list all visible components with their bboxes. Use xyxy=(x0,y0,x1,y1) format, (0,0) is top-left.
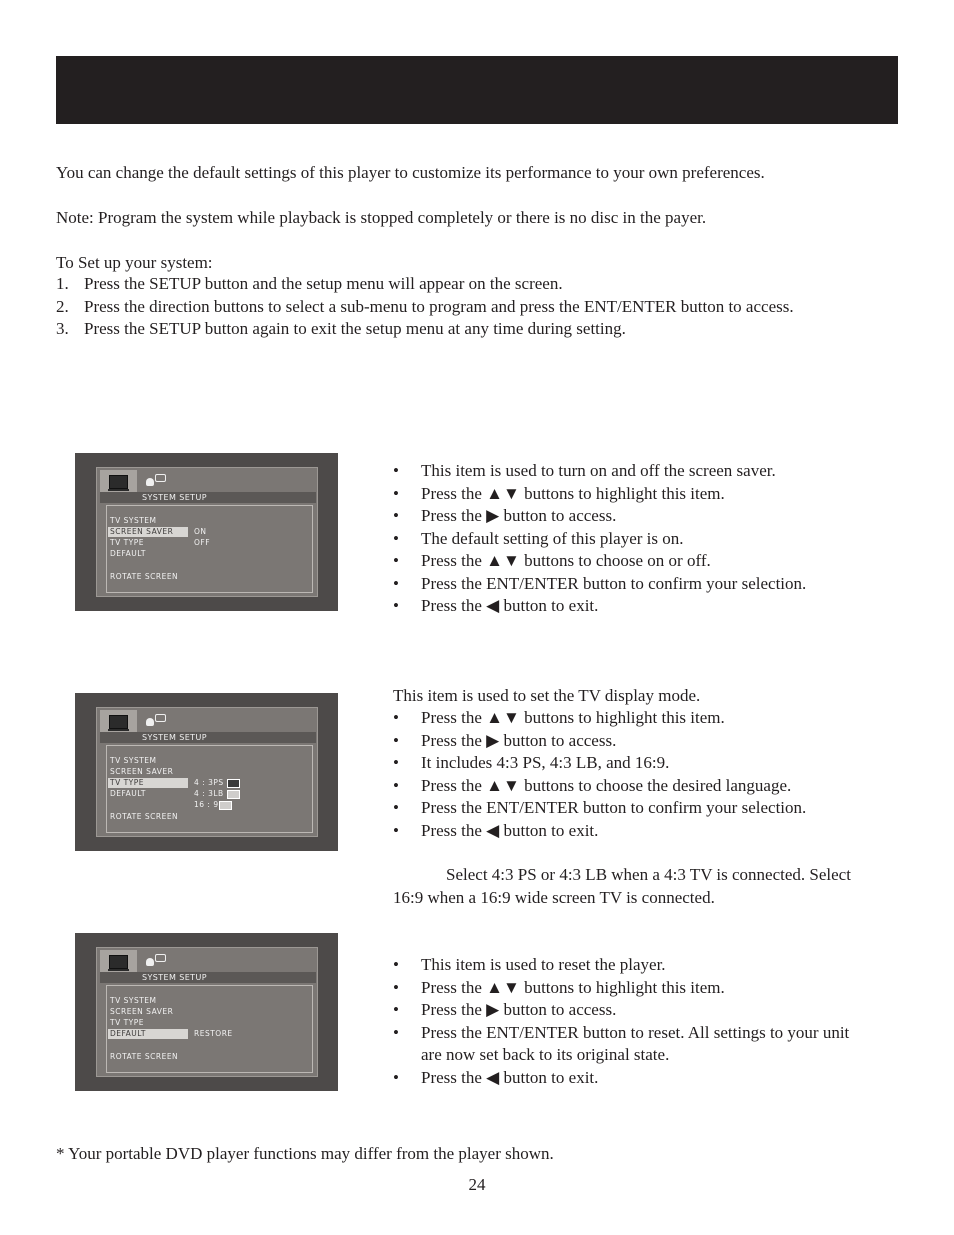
list-item: • This item is used to turn on and off the screen saver. xyxy=(393,460,806,483)
list-item: • This item is used to reset the player. xyxy=(393,954,849,977)
osd-frame xyxy=(96,707,318,837)
osd-frame xyxy=(96,467,318,597)
osd-frame xyxy=(96,947,318,1077)
tv-type-osd-image xyxy=(75,693,338,851)
speech-bubble-icon xyxy=(155,714,166,722)
list-item: • Press the ▶ button to access. xyxy=(393,999,849,1022)
osd-item-highlighted: DEFAULT xyxy=(108,1029,188,1039)
osd-title: SYSTEM SETUP xyxy=(142,733,207,742)
osd-option: ON xyxy=(194,527,207,536)
osd-item: TV TYPE xyxy=(110,1018,145,1027)
list-item: • Press the ◀ button to exit. xyxy=(393,1067,849,1090)
list-item: 1. Press the SETUP button and the setup menu will appear on the screen. xyxy=(56,274,563,293)
osd-item: ROTATE SCREEN xyxy=(110,812,179,821)
default-bullets xyxy=(393,954,849,1089)
osd-item: SCREEN SAVER xyxy=(110,767,174,776)
osd-item: ROTATE SCREEN xyxy=(110,572,179,581)
osd-item-highlighted: TV TYPE xyxy=(108,778,188,788)
osd-item-highlighted: SCREEN SAVER xyxy=(108,527,188,537)
tv-type-lead: This item is used to set the TV display mode. xyxy=(393,686,701,705)
list-item: • Press the ▶ button to access. xyxy=(393,505,806,528)
list-item: • Press the ▲▼ buttons to highlight this item. xyxy=(393,707,806,730)
list-item: 2. Press the direction buttons to select a sub-menu to program and press the ENT/ENTER button to access. xyxy=(56,296,794,316)
list-item: • It includes 4:3 PS, 4:3 LB, and 16:9. xyxy=(393,752,806,775)
user-icon xyxy=(146,958,154,966)
note-text: Note: Program the system while playback is stopped completely or there is no disc in the payer. xyxy=(56,208,707,227)
list-item: • Press the ENT/ENTER button to reset. All settings to your unit are now set back to its original state. xyxy=(393,1022,849,1067)
osd-title: SYSTEM SETUP xyxy=(142,493,207,502)
osd-item: TV TYPE xyxy=(110,538,145,547)
setup-steps xyxy=(56,273,794,341)
osd-option: 4 : 3LB xyxy=(194,789,224,798)
list-item: • Press the ◀ button to exit. xyxy=(393,820,806,843)
setup-heading: To Set up your system: xyxy=(56,253,213,272)
list-item: • Press the ▲▼ buttons to highlight this item. xyxy=(393,977,849,1000)
osd-item: SCREEN SAVER xyxy=(110,1007,174,1016)
list-item: • Press the ▲▼ buttons to choose the desired language. xyxy=(393,775,806,798)
tv-type-note-line1: Select 4:3 PS or 4:3 LB when a 4:3 TV is connected. Select xyxy=(446,865,851,884)
tv-type-note-line2: 16:9 when a 16:9 wide screen TV is connected. xyxy=(393,888,715,907)
speech-bubble-icon xyxy=(155,474,166,482)
osd-item: TV SYSTEM xyxy=(110,756,157,765)
list-item: • Press the ▲▼ buttons to choose on or off. xyxy=(393,550,806,573)
user-icon xyxy=(146,478,154,486)
osd-option: 16 : 9 xyxy=(194,800,219,809)
default-osd-image xyxy=(75,933,338,1091)
user-icon xyxy=(146,718,154,726)
list-item: 3. Press the SETUP button again to exit the setup menu at any time during setting. xyxy=(56,319,626,338)
screen-saver-bullets xyxy=(393,460,806,618)
osd-item: DEFAULT xyxy=(110,789,146,798)
screen-saver-osd-image xyxy=(75,453,338,611)
osd-item: TV SYSTEM xyxy=(110,516,157,525)
aspect-wide-icon xyxy=(219,801,232,810)
aspect-ps-icon xyxy=(227,779,240,788)
list-item: • Press the ▶ button to access. xyxy=(393,730,806,753)
osd-option: 4 : 3PS xyxy=(194,778,224,787)
intro-text: You can change the default settings of this player to customize its performance to your own preferences. xyxy=(56,163,765,182)
speech-bubble-icon xyxy=(155,954,166,962)
list-item: • Press the ◀ button to exit. xyxy=(393,595,806,618)
osd-item: ROTATE SCREEN xyxy=(110,1052,179,1061)
osd-item: TV SYSTEM xyxy=(110,996,157,1005)
osd-title: SYSTEM SETUP xyxy=(142,973,207,982)
osd-item: DEFAULT xyxy=(110,549,146,558)
list-item: • Press the ENT/ENTER button to confirm your selection. xyxy=(393,797,806,820)
list-item: • Press the ▲▼ buttons to highlight this item. xyxy=(393,483,806,506)
list-item: • The default setting of this player is on. xyxy=(393,528,806,551)
disclaimer: * Your portable DVD player functions may differ from the player shown. xyxy=(56,1144,554,1163)
header-banner xyxy=(56,56,898,124)
aspect-lb-icon xyxy=(227,790,240,799)
tv-type-bullets xyxy=(393,707,806,842)
osd-option: RESTORE xyxy=(194,1029,233,1038)
page-number: 24 xyxy=(468,1175,486,1194)
osd-option: OFF xyxy=(194,538,211,547)
list-item: • Press the ENT/ENTER button to confirm your selection. xyxy=(393,573,806,596)
